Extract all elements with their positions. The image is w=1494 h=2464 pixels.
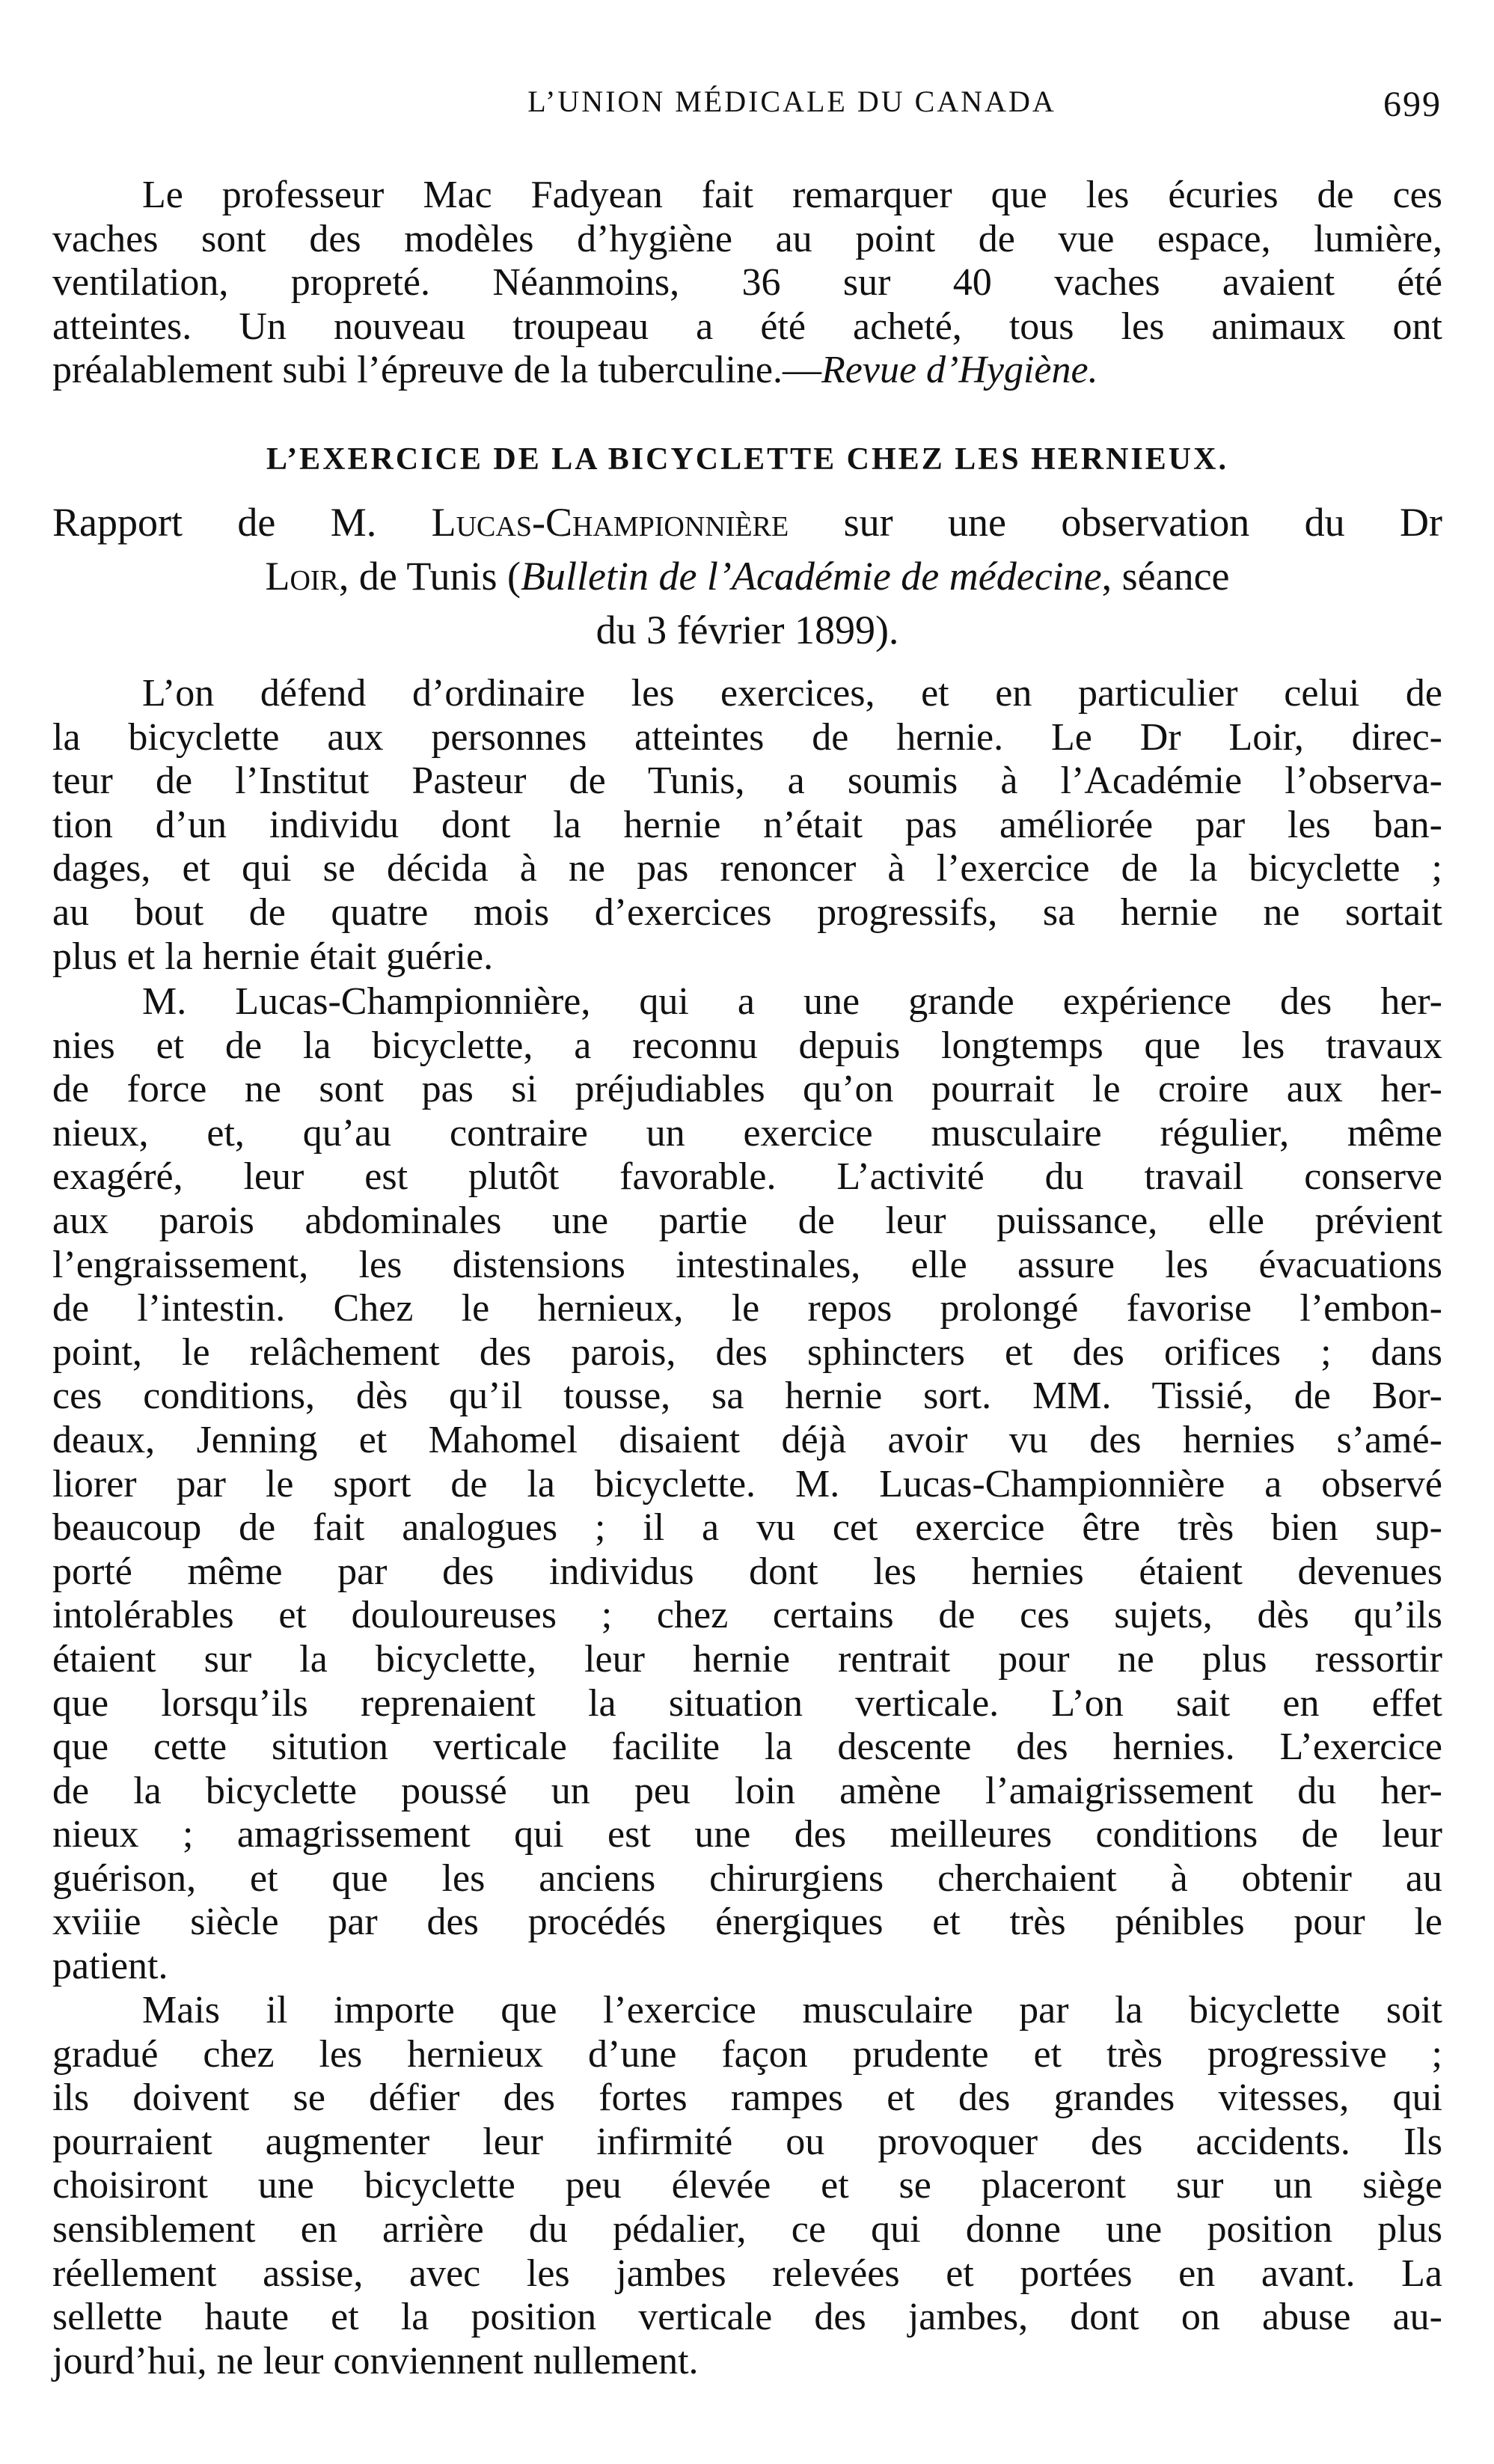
author-name: Lucas-Championnière <box>431 500 789 545</box>
report-header <box>52 495 1442 657</box>
page-number: 699 <box>1383 85 1442 124</box>
report-line-2 <box>52 549 1442 603</box>
source-citation: Revue d’Hygiène. <box>821 349 1098 392</box>
text-line: de la bicyclette poussé un peu loin amène l’amaigrissement du her- <box>52 1769 1442 1812</box>
text-line: nies et de la bicyclette, a reconnu depuis longtemps que les travaux <box>52 1024 1442 1067</box>
text-line: Mais il importe que l’exercice musculaire par la bicyclette soit <box>142 1989 1442 2032</box>
text-line: porté même par des individus dont les hernies étaient devenues <box>52 1550 1442 1593</box>
text-line: patient. <box>52 1945 168 1988</box>
report-suffix-2: , séance <box>1101 554 1230 599</box>
text-line: sensiblement en arrière du pédalier, ce qui donne une position plus <box>52 2207 1442 2251</box>
text-line: L’on défend d’ordinaire les exercices, et en particulier celui de <box>142 672 1442 715</box>
report-line-3: du 3 février 1899). <box>596 608 899 652</box>
text-line: gradué chez les hernieux d’une façon prudente et très progressive ; <box>52 2032 1442 2076</box>
text-line: de force ne sont pas si préjudiables qu’on pourrait le croire aux her- <box>52 1068 1442 1111</box>
report-prefix: Rapport de M. <box>52 500 432 545</box>
text-line: nieux, et, qu’au contraire un exercice musculaire régulier, même <box>52 1111 1442 1155</box>
text-line: jourd’hui, ne leur conviennent nullement. <box>52 2339 699 2382</box>
paragraph-2 <box>52 980 1442 1989</box>
text-line: point, le relâchement des parois, des sphincters et des orifices ; dans <box>52 1330 1442 1374</box>
text-line: teur de l’Institut Pasteur de Tunis, a soumis à l’Académie l’observa- <box>52 759 1442 803</box>
report-suffix: sur une observation du Dr <box>789 500 1443 545</box>
text-line: aux parois abdominales une partie de leur puissance, elle prévient <box>52 1199 1442 1242</box>
paragraph-3 <box>52 1989 1442 2383</box>
report-mid: , de Tunis ( <box>338 554 521 599</box>
observer-name: Loir <box>265 554 339 599</box>
text-line: réellement assise, avec les jambes relevées et portées en avant. La <box>52 2251 1442 2295</box>
text-line: étaient sur la bicyclette, leur hernie rentrait pour ne plus ressortir <box>52 1637 1442 1681</box>
text-line: Le professeur Mac Fadyean fait remarquer que les écuries de ces <box>142 174 1442 216</box>
text-line: guérison, et que les anciens chirurgiens cherchaient à obtenir au <box>52 1856 1442 1900</box>
intro-paragraph <box>52 174 1442 393</box>
text-line: tion d’un individu dont la hernie n’était pas améliorée par les ban- <box>52 803 1442 846</box>
text-line: vaches sont des modèles d’hygiène au point de vue espace, lumière, <box>52 217 1442 260</box>
text-line: deaux, Jenning et Mahomel disaient déjà avoir vu des hernies s’amé- <box>52 1418 1442 1461</box>
text-line: exagéré, leur est plutôt favorable. L’activité du travail conserve <box>52 1155 1442 1199</box>
text-line: beaucoup de fait analogues ; il a vu cet exercice être très bien sup- <box>52 1506 1442 1550</box>
text-line: que cette sitution verticale facilite la descente des hernies. L’exercice <box>52 1725 1442 1769</box>
journal-running-title: L’UNION MÉDICALE DU CANADA <box>527 85 1056 118</box>
text-line: ils doivent se défier des fortes rampes et des grandes vitesses, qui <box>52 2076 1442 2120</box>
text-line: que lorsqu’ils reprenaient la situation verticale. L’on sait en effet <box>52 1681 1442 1725</box>
text-line: l’engraissement, les distensions intestinales, elle assure les évacuations <box>52 1243 1442 1286</box>
text-line: nieux ; amagrissement qui est une des meilleures conditions de leur <box>52 1813 1442 1856</box>
text-fragment: préalablement subi l’épreuve de la tuberculine.— <box>52 349 822 392</box>
text-line: ventilation, propreté. Néanmoins, 36 sur 40 vaches avaient été <box>52 261 1442 305</box>
text-line: plus et la hernie était guérie. <box>52 935 494 978</box>
journal-name: Bulletin de l’Académie de médecine <box>520 554 1102 599</box>
text-line: M. Lucas-Championnière, qui a une grande expérience des her- <box>142 980 1442 1023</box>
paragraph-1 <box>52 672 1442 979</box>
text-line: au bout de quatre mois d’exercices progressifs, sa hernie ne sortait <box>52 890 1442 934</box>
text-line: choisiront une bicyclette peu élevée et se placeront sur un siège <box>52 2164 1442 2207</box>
article-title: L’EXERCICE DE LA BICYCLETTE CHEZ LES HERNIEUX. <box>266 442 1228 477</box>
text-line: dages, et qui se décida à ne pas renoncer à l’exercice de la bicyclette ; <box>52 847 1442 890</box>
running-head <box>142 84 1442 129</box>
text-line: ces conditions, dès qu’il tousse, sa hernie sort. MM. Tissié, de Bor- <box>52 1375 1442 1418</box>
text-line: atteintes. Un nouveau troupeau a été acheté, tous les animaux ont <box>52 305 1442 348</box>
text-line: intolérables et douloureuses ; chez certains de ces sujets, dès qu’ils <box>52 1594 1442 1637</box>
report-line-1 <box>52 495 1442 549</box>
text-line: xviiie siècle par des procédés énergiques et très pénibles pour le <box>52 1901 1442 1944</box>
text-line: pourraient augmenter leur infirmité ou provoquer des accidents. Ils <box>52 2120 1442 2163</box>
text-line-with-source <box>52 349 1442 393</box>
text-line: sellette haute et la position verticale des jambes, dont on abuse au- <box>52 2296 1442 2339</box>
text-line: la bicyclette aux personnes atteintes de hernie. Le Dr Loir, direc- <box>52 715 1442 759</box>
text-line: de l’intestin. Chez le hernieux, le repos prolongé favorise l’embon- <box>52 1287 1442 1330</box>
text-line: liorer par le sport de la bicyclette. M. Lucas-Championnière a observé <box>52 1462 1442 1505</box>
